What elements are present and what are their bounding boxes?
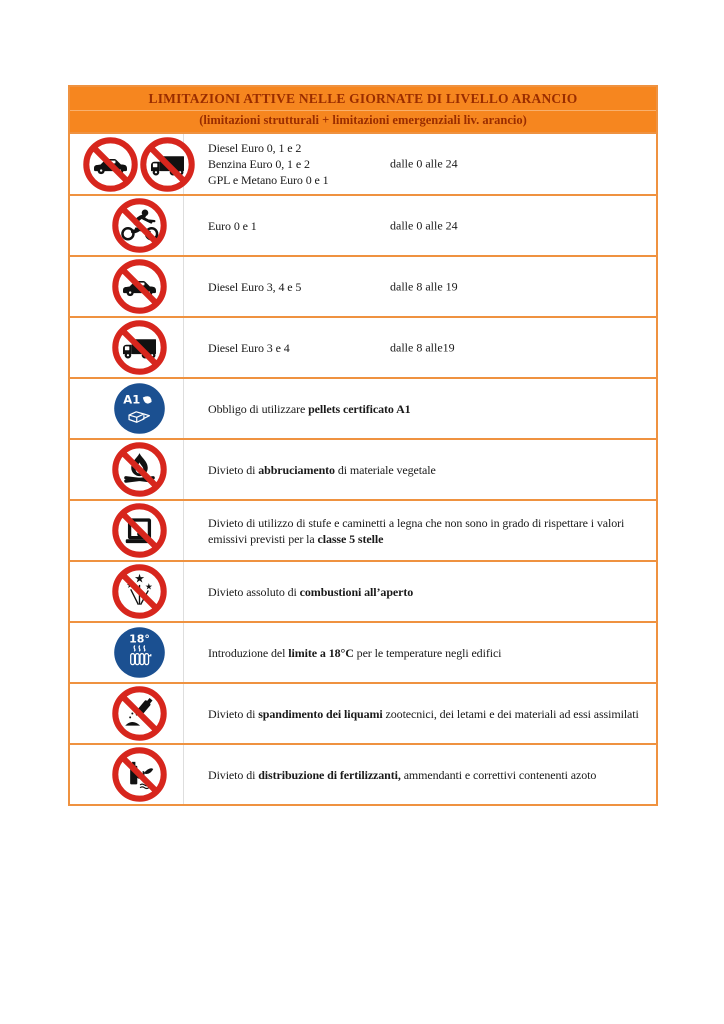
no-slurry-spreading-icon [112, 686, 167, 741]
no-truck-icon [140, 137, 195, 192]
row-text [208, 761, 656, 789]
table-row [70, 194, 656, 255]
row-text-line: Euro 0 e 1 [208, 218, 257, 233]
row-icons [70, 684, 208, 743]
row-text [208, 456, 656, 484]
row-text-line: Divieto assoluto di combustioni all’aperto [208, 584, 414, 599]
row-text [208, 639, 656, 667]
row-text-line: Obbligo di utilizzare pellets certificato A1 [208, 401, 411, 416]
table-row [70, 499, 656, 560]
row-icons [70, 745, 208, 804]
row-time: dalle 8 alle19 [390, 340, 455, 354]
no-motorcycle-icon [112, 198, 167, 253]
no-truck-icon [112, 320, 167, 375]
row-text-line: Diesel Euro 0, 1 e 2 [208, 141, 302, 155]
table-row [70, 743, 656, 804]
row-text-line: Diesel Euro 3 e 4 [208, 340, 290, 355]
row-icons [70, 135, 208, 194]
table-title: LIMITAZIONI ATTIVE NELLE GIORNATE DI LIVELLO ARANCIO [70, 87, 656, 111]
no-fertilizer-icon [112, 747, 167, 802]
row-time: dalle 0 alle 24 [390, 156, 458, 171]
row-text [208, 700, 656, 728]
table-row [70, 377, 656, 438]
row-time: dalle 0 alle 24 [390, 218, 458, 232]
row-icons [70, 379, 208, 438]
no-car-icon [112, 259, 167, 314]
row-icons [70, 562, 208, 621]
table-row [70, 255, 656, 316]
row-text-line: Diesel Euro 3, 4 e 5 [208, 279, 302, 294]
row-text-line: Benzina Euro 0, 1 e 2 [208, 157, 310, 171]
table-row [70, 560, 656, 621]
row-text [208, 509, 656, 553]
row-text-line: Divieto di abbruciamento di materiale vegetale [208, 462, 436, 477]
table-subtitle: (limitazioni strutturali + limitazioni emergenziali liv. arancio) [199, 113, 527, 127]
row-text [208, 395, 656, 423]
row-text-line: Divieto di distribuzione di fertilizzanti, ammendanti e correttivi contenenti azoto [208, 767, 597, 782]
table-body [70, 132, 656, 804]
table-row [70, 132, 656, 194]
row-icons [70, 196, 208, 255]
no-open-fire-icon [112, 564, 167, 619]
row-text [208, 578, 656, 606]
temperature-18-icon [112, 625, 167, 680]
no-stove-icon [112, 503, 167, 558]
table-row [70, 438, 656, 499]
table-row [70, 316, 656, 377]
row-time: dalle 8 alle 19 [390, 279, 458, 293]
table-header [70, 87, 656, 132]
no-burning-icon [112, 442, 167, 497]
row-icons [70, 501, 208, 560]
pellet-a1-icon [112, 381, 167, 436]
row-text-line: Introduzione del limite a 18°C per le temperature negli edifici [208, 645, 502, 660]
no-car-icon [83, 137, 138, 192]
table-row [70, 621, 656, 682]
limitations-table [68, 85, 658, 806]
row-icons [70, 623, 208, 682]
row-icons [70, 257, 208, 316]
row-icons [70, 318, 208, 377]
table-row [70, 682, 656, 743]
row-text-line: Divieto di spandimento dei liquami zootecnici, dei letami e dei materiali ad essi assimilati [208, 706, 639, 721]
row-text-line: Divieto di utilizzo di stufe e caminetti a legna che non sono in grado di rispettare i valori emissivi previsti per la classe 5 stelle [208, 515, 625, 546]
row-text-line: GPL e Metano Euro 0 e 1 [208, 173, 329, 187]
row-icons [70, 440, 208, 499]
